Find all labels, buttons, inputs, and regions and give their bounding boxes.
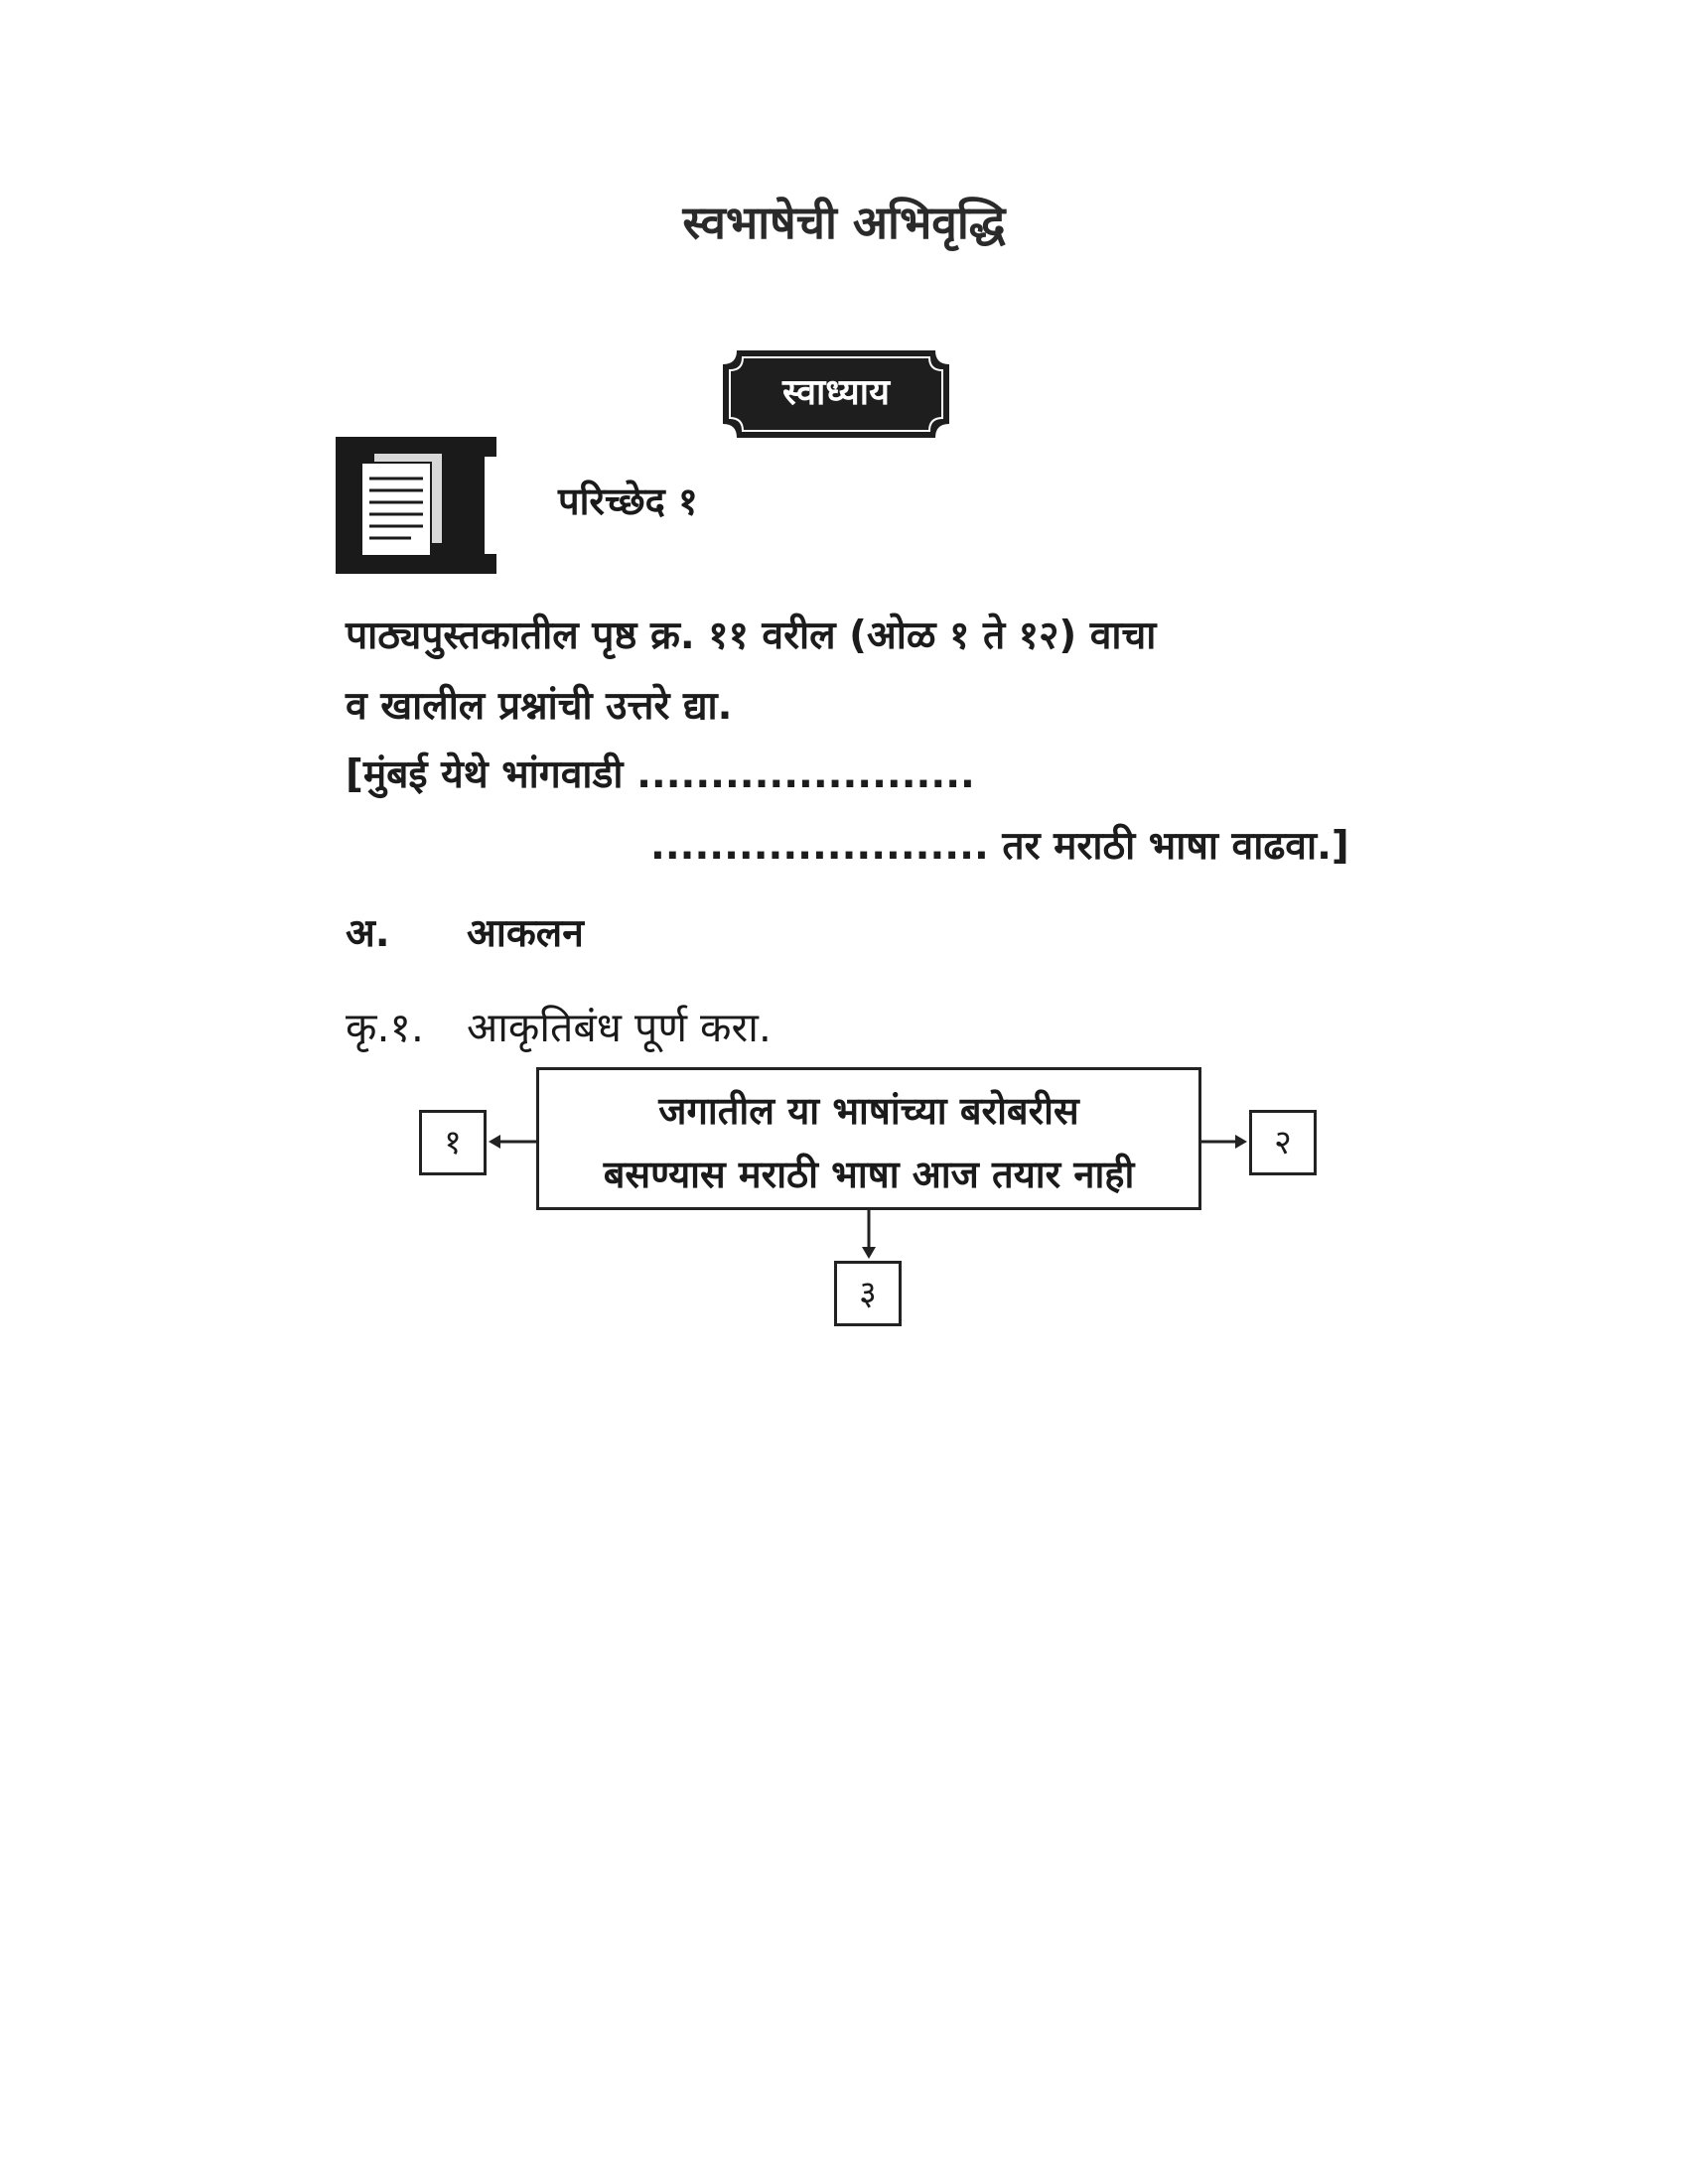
answer-box-2: २	[1249, 1110, 1317, 1175]
swadhyay-badge	[723, 350, 949, 438]
subsection-marker: अ.	[346, 911, 390, 956]
document-icon	[336, 437, 496, 574]
passage-line-3: [मुंबई येथे भांगवाडी .......................	[346, 752, 975, 797]
question-text: आकृतिबंध पूर्ण करा.	[467, 1004, 772, 1051]
center-statement-box	[536, 1067, 1201, 1210]
badge-label: स्वाध्याय	[782, 372, 890, 413]
section-heading: परिच्छेद १	[558, 479, 698, 523]
passage-line-1: पाठ्यपुस्तकातील पृष्ठ क्र. ११ वरील (ओळ १ ते १२) वाचा	[346, 614, 1157, 658]
concept-diagram	[407, 1062, 1331, 1340]
center-line-1: जगातील या भाषांच्या बरोबरीस	[658, 1089, 1079, 1133]
answer-box-1: १	[419, 1110, 487, 1175]
answer-box-3: ३	[834, 1261, 902, 1326]
question-number: कृ.१.	[346, 1004, 424, 1051]
page-title: स्वभाषेची अभिवृद्धि	[682, 196, 1006, 249]
passage-line-4: ....................... तर मराठी भाषा वाढवा.]	[650, 824, 1349, 869]
subsection-title: आकलन	[467, 911, 584, 956]
center-line-2: बसण्यास मराठी भाषा आज तयार नाही	[603, 1153, 1135, 1196]
passage-line-2: व खालील प्रश्नांची उत्तरे द्या.	[346, 684, 733, 729]
